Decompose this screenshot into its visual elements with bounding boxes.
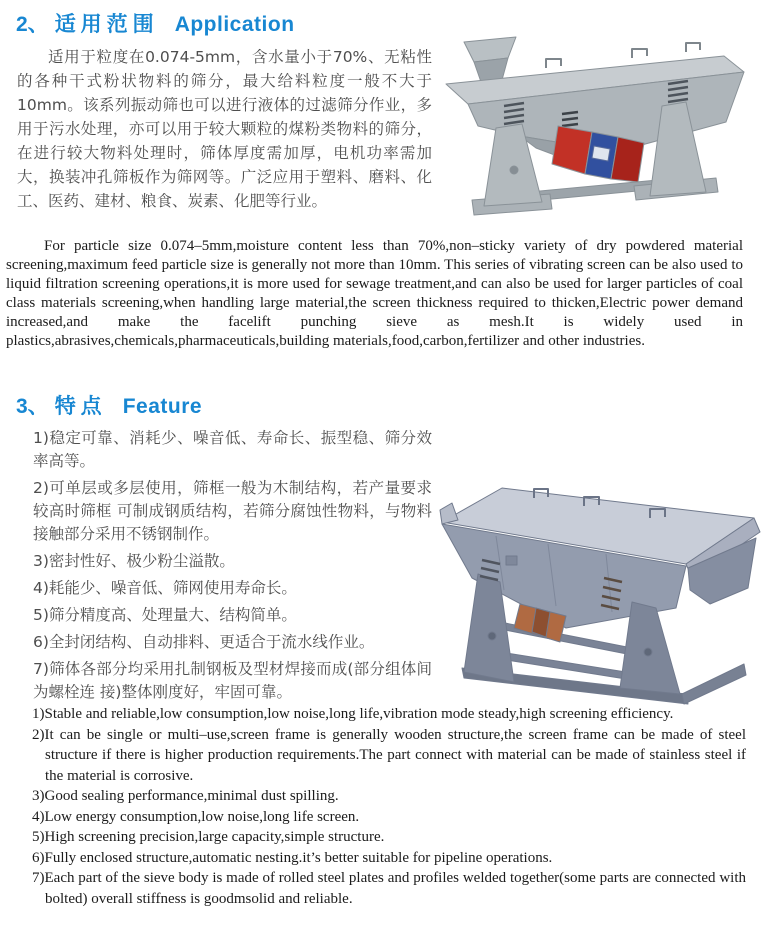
feature-item-zh: 7)筛体各部分均采用扎制钢板及型材焊接而成(部分组体间为螺栓连 接)整体刚度好，牢固可靠。 <box>33 660 432 701</box>
application-paragraph-en: For particle size 0.074–5mm,moisture content less than 70%,non–sticky variety of dry powdered material screening,maximum feed particle size is generally not more than 10mm. This series of vibrating screen can be also used to liquid filtration screening operations,it is more used for sewage treatment,and can also be used for larger particles of coal class materials screening,when handling large material,the screen thickness required to thicken,Electric power demand increased,and make the facelift punching sieve as mesh.It is widely used in plastics,abrasives,chemicals,pharmaceuticals,building materials,food,carbon,fertilizer and other industries. <box>6 238 743 349</box>
feed-hopper <box>464 37 516 82</box>
feature-item-zh: 5)筛分精度高、处理量大、结构简单。 <box>33 606 297 624</box>
section-number: 3、 <box>16 395 49 418</box>
feature-item-en: 6)Fully enclosed structure,automatic nesting.it’s better suitable for pipeline operations. <box>32 849 553 866</box>
feature-item-en: 3)Good sealing performance,minimal dust spilling. <box>32 788 339 804</box>
section-number: 2、 <box>16 13 49 36</box>
feature-item-en: 5)High screening precision,large capacity,simple structure. <box>32 829 385 845</box>
feature-list-en <box>32 704 746 909</box>
feature-item-en: 4)Low energy consumption,low noise,long life screen. <box>32 808 360 825</box>
vibrating-screen-illustration-2 <box>436 456 761 706</box>
application-product-photo <box>428 22 761 218</box>
section-title-zh: 适用范围 <box>54 13 159 36</box>
section-title-en: Feature <box>122 395 203 418</box>
feature-item-zh: 4)耗能少、噪音低、筛网使用寿命长。 <box>33 579 297 597</box>
feed-end-flange <box>440 503 458 524</box>
application-section-heading <box>16 8 295 38</box>
feature-item-en: 7)Each part of the sieve body is made of rolled steel plates and profiles welded together(some parts are connected with bolted) overall stiffness is goodmsolid and reliable. <box>32 870 746 907</box>
application-paragraph-zh: 适用于粒度在0.074-5mm，含水量小于70%、无粘性的各种干式粉状物料的筛分，最大给料粒度一般不大于10mm。该系列振动筛也可以进行液体的过滤筛分作业，多用于污水处理，亦可以用于较大颗粒的煤粉类物料的筛分，在进行较大物料处理时，筛体厚度需加厚，电机功率需加大，换装冲孔筛板作为筛网等。广泛应用于塑料、磨料、化工、医药、建材、粮食、炭素、化肥等行业。 <box>17 48 432 210</box>
feature-item-en: 2)It can be single or multi–use,screen frame is generally wooden structure,the screen frame can be made of steel structure if there is higher production requirements.The part connect with material can be made of stainless steel if the material is corrosive. <box>32 726 746 784</box>
section-title-zh: 特点 <box>54 395 107 418</box>
feature-item-en: 1)Stable and reliable,low consumption,low noise,long life,vibration mode steady,high screening efficiency. <box>32 706 674 722</box>
feature-item-zh: 1)稳定可靠、消耗少、噪音低、寿命长、振型稳、筛分效率高等。 <box>33 429 432 470</box>
feature-section-heading <box>16 390 202 420</box>
feature-item-zh: 2)可单层或多层使用，筛框一般为木制结构，若产量要求较高时筛框 可制成钢质结构，若筛分腐蚀性物料，与物料接触部分采用不锈钢制作。 <box>33 479 432 543</box>
vibrating-screen-illustration-1 <box>428 22 761 218</box>
feature-item-zh: 6)全封闭结构、自动排料、更适合于流水线作业。 <box>33 633 375 651</box>
section-title-en: Application <box>174 13 295 36</box>
feature-product-photo <box>436 456 761 706</box>
feature-item-zh: 3)密封性好、极少粉尘溢散。 <box>33 552 235 570</box>
feature-list-zh <box>33 427 432 708</box>
